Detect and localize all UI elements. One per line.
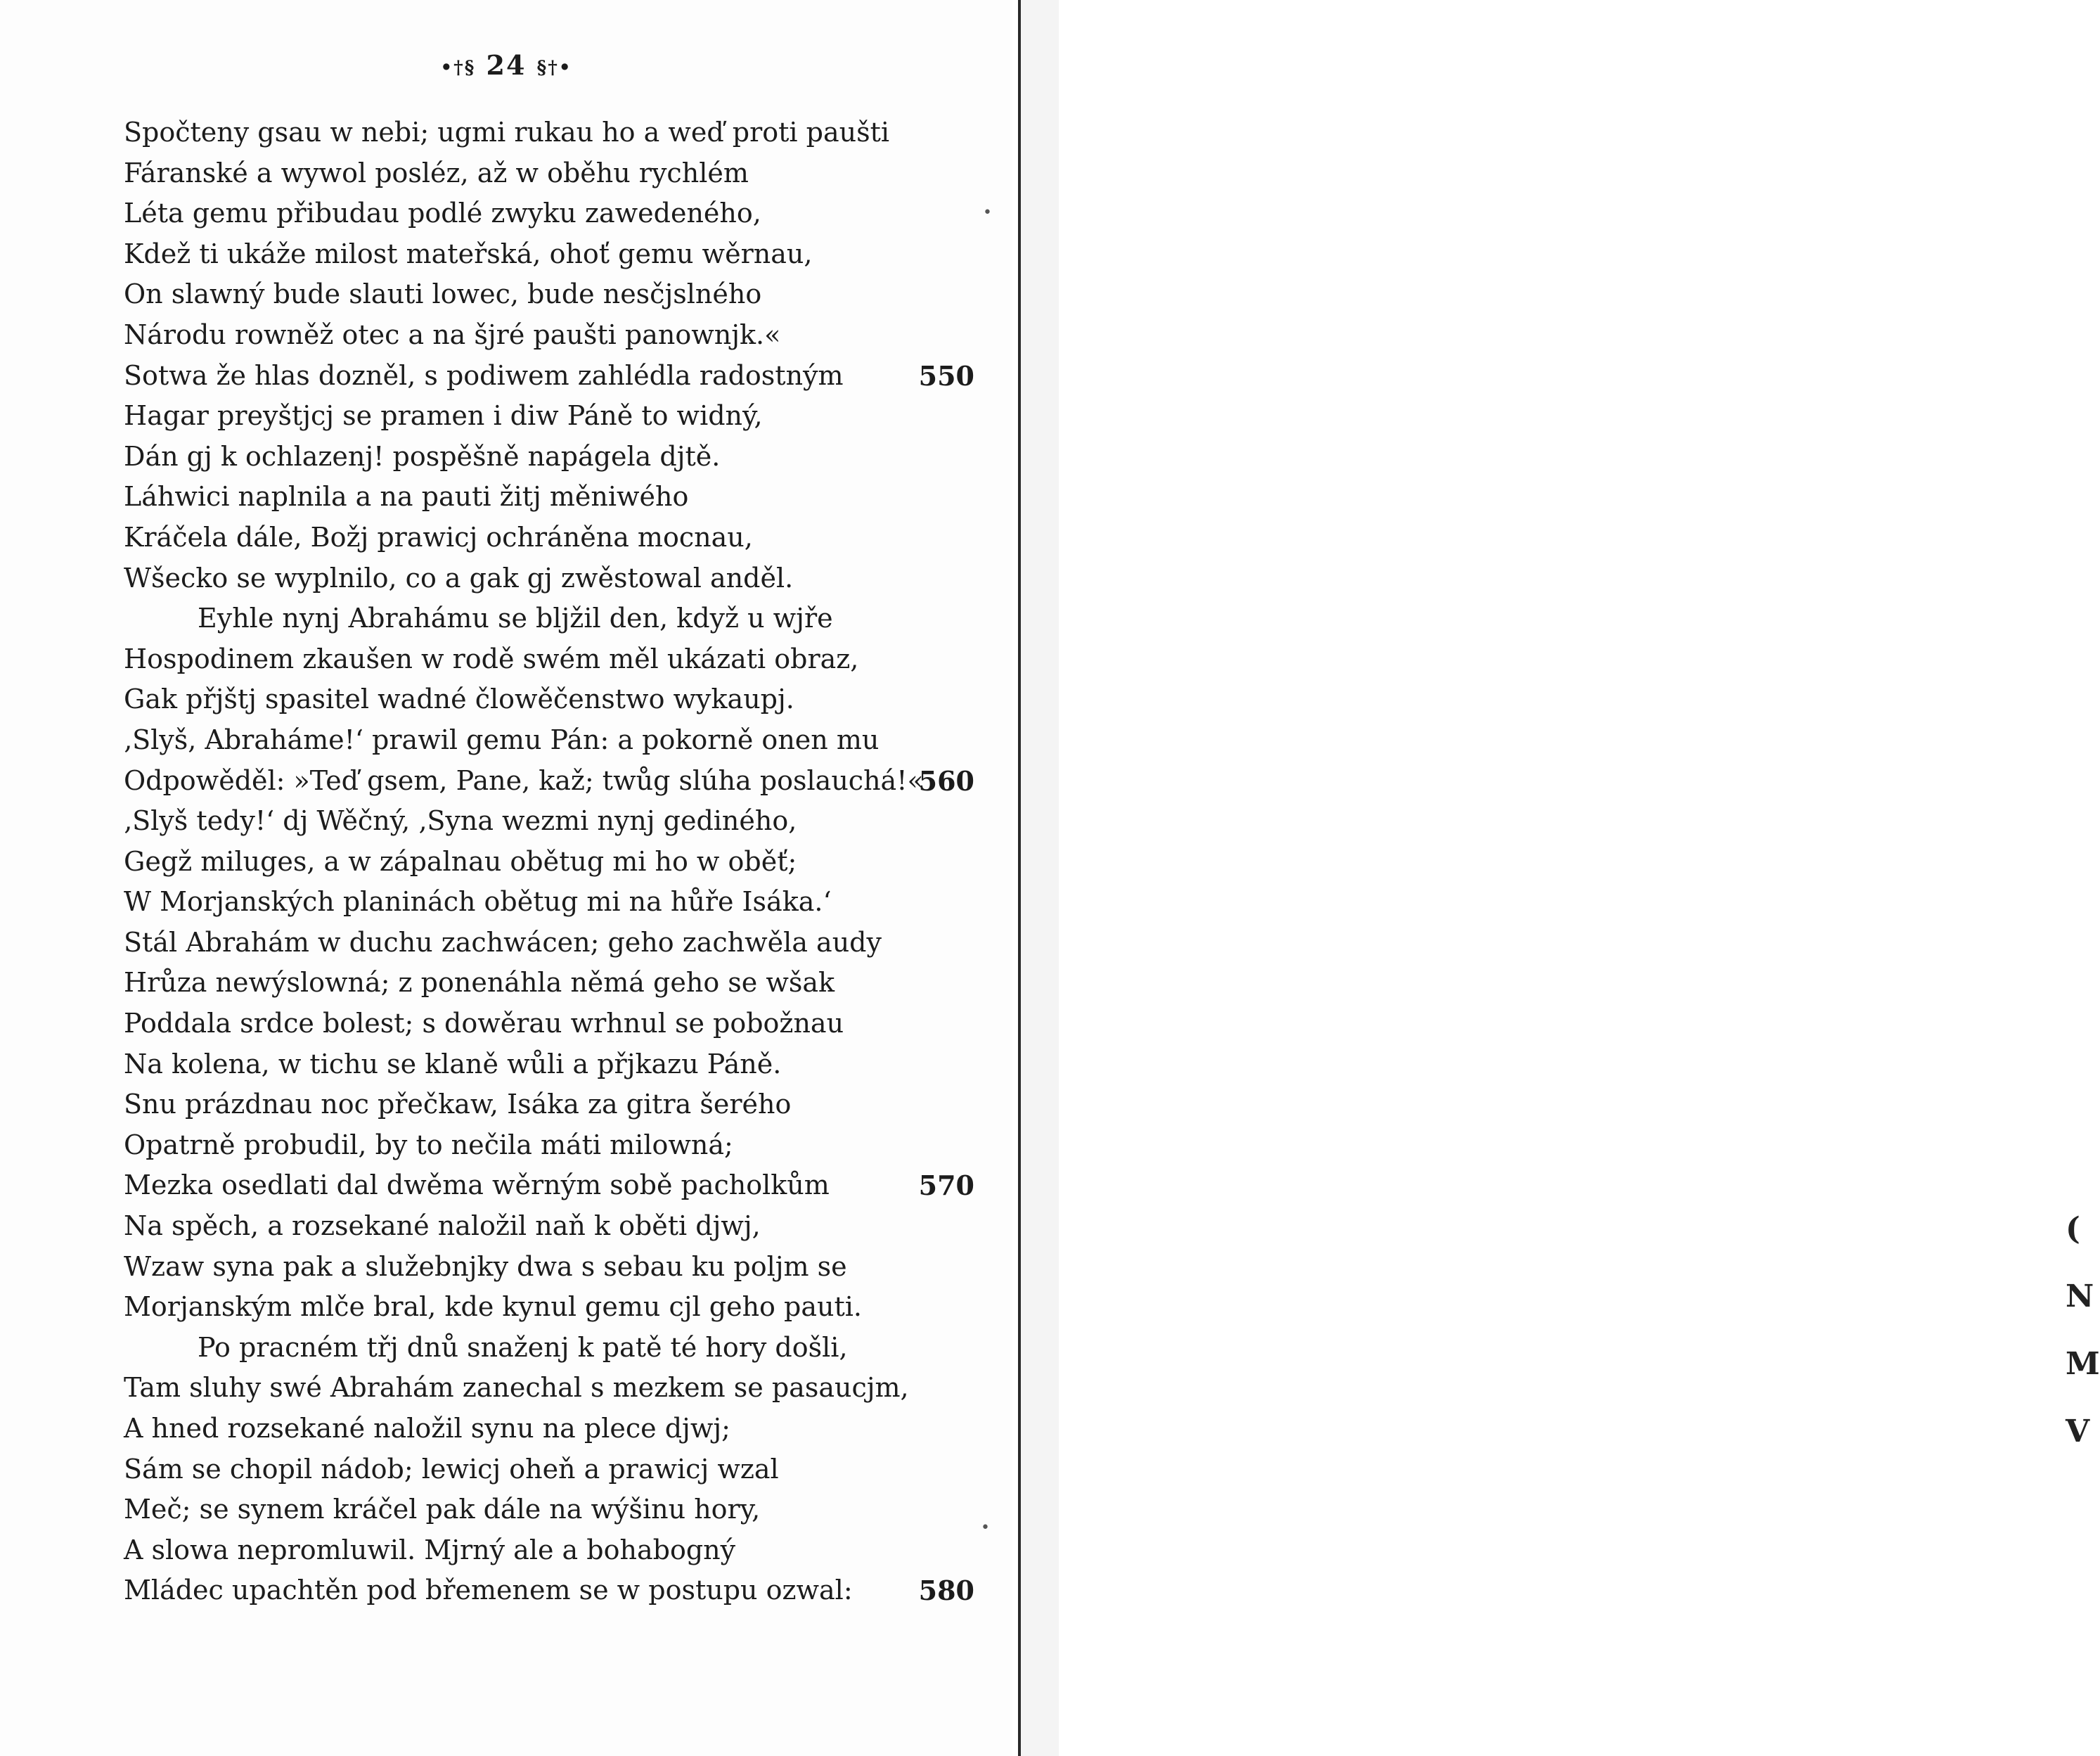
verse-text: Poddala srdce bolest; s dowěrau wrhnul se pobožnau [124,1008,844,1039]
verse-line [124,1044,974,1085]
verse-line [124,1206,974,1247]
verse-line [124,1287,974,1328]
ornament-right: §†• [536,57,572,79]
verse-line [124,963,974,1004]
verse-text: Wzaw syna pak a služebnjky dwa s sebau ku poljm se [124,1250,847,1282]
verse-text: Sám se chopil nádob; lewicj oheň a prawicj wzal [124,1453,779,1485]
edge-glyph: ( [2066,1211,2080,1247]
verse-line [124,1489,974,1530]
verse-text: Dán gj k ochlazenj! pospěšně napágela djtě. [124,440,721,472]
verse-text: ‚Slyš tedy!‘ dj Wěčný, ‚Syna wezmi nynj gediného, [124,805,797,837]
verse-text: Fáranské a wywol posléz, až w oběhu rychlém [124,157,749,188]
verse-text: Léta gemu přibudau podlé zwyku zawedeného, [124,198,761,229]
line-number: 550 [918,359,974,392]
verse-line [124,1165,974,1206]
verse-line [124,518,974,558]
line-number: 560 [918,764,974,797]
verse-text: On slawný bude slauti lowec, bude nesčjslného [124,278,762,310]
verse-line [124,923,974,963]
verse-text: Na kolena, w tichu se klaně wůli a přjkazu Páně. [124,1048,782,1079]
verse-text: Mezka osedlati dal dwěma wěrným sobě pacholkům [124,1169,830,1201]
line-number: 580 [918,1575,974,1607]
page-number: 24 [486,49,527,81]
verse-text: Po pracném třj dnů snaženj k patě té hory došli, [198,1331,848,1363]
verse-text: Spočteny gsau w nebi; ugmi rukau ho a weď proti paušti [124,117,890,148]
verse-line [124,1004,974,1044]
verse-line [124,315,974,356]
adjacent-page-edge [1018,0,2100,1756]
verse-line [124,477,974,518]
verse-text: Hagar preyštjcj se pramen i diw Páně to widný, [124,400,763,432]
verse-text: Národu rowněž otec a na šjré paušti panownjk.« [124,319,781,350]
verse-line [124,356,974,397]
verse-line [124,842,974,883]
verse-line [124,1530,974,1571]
verse-text: Snu prázdnau noc přečkaw, Isáka za gitra šerého [124,1089,792,1120]
verse-text: Meč; se synem kráčel pak dále na wýšinu hory, [124,1494,761,1525]
verse-line [124,801,974,842]
verse-text: Eyhle nynj Abrahámu se bljžil den, když u wjře [198,603,833,634]
line-number: 570 [918,1169,974,1202]
verse-line [124,1409,974,1449]
verse-text: A slowa nepromluwil. Mjrný ale a bohabogný [124,1534,736,1565]
verse-line [124,598,974,639]
verse-text: Hospodinem zkaušen w rodě swém měl ukázati obraz, [124,643,859,674]
verse-text: Tam sluhy swé Abrahám zanechal s mezkem se pasaucjm, [124,1372,909,1404]
adjacent-page-glyphs [2066,1196,2100,1466]
ornament-left: •†§ [440,57,476,79]
book-page [0,0,1012,1756]
verse-line [124,437,974,478]
verse-line [124,679,974,720]
verse-text: Sotwa že hlas dozněl, s podiwem zahlédla radostným [124,359,844,391]
verse-text: Na spěch, a rozsekané naložil naň k oběti djwj, [124,1210,761,1242]
verse-line [124,1084,974,1125]
verse-text: Kráčela dále, Božj prawicj ochráněna mocnau, [124,521,753,553]
verse-line [124,558,974,599]
verse-text: Mládec upachtěn pod břemenem se w postupu ozwal: [124,1575,853,1606]
verse-text: Opatrně probudil, by to nečila máti milowná; [124,1129,733,1160]
verse-text: Láhwici naplnila a na pauti žitj měniwého [124,481,689,513]
verse-line [124,234,974,275]
verse-text: ‚Slyš, Abraháme!‘ prawil gemu Pán: a pokorně onen mu [124,724,880,755]
verse-line [124,396,974,437]
edge-glyph: V [2066,1414,2090,1449]
verse-line [124,1247,974,1288]
verse-line [124,720,974,761]
speck: • [983,204,992,222]
verse-line [124,639,974,680]
verse-text: Hrůza newýslowná; z ponenáhla němá geho se wšak [124,967,835,999]
verse-line [124,1449,974,1490]
verse-line [124,153,974,194]
verse-text: A hned rozsekané naložil synu na plece djwj; [124,1413,730,1444]
verse-line [124,1368,974,1409]
verse-line [124,1328,974,1369]
verse-text: Gak přjštj spasitel wadné člowěčenstwo wykaupj. [124,684,794,715]
verse-text: Kdež ti ukáže milost mateřská, ohoť gemu wěrnau, [124,238,813,269]
speck: • [981,1519,990,1537]
verse-line [124,882,974,923]
verse-text: W Morjanských planinách obětug mi na hůře Isáka.‘ [124,886,832,918]
verse-line [124,1125,974,1166]
page-header [0,49,1012,81]
edge-glyph: M [2066,1346,2100,1382]
verse-text: Morjanským mlče bral, kde kynul gemu cjl geho pauti. [124,1291,862,1323]
verse-line [124,1570,974,1611]
verse-text: Stál Abrahám w duchu zachwácen; geho zachwěla audy [124,926,882,958]
verse-text: Wšecko se wyplnilo, co a gak gj zwěstowal anděl. [124,562,794,594]
verse-line [124,274,974,315]
verse-text: Odpowěděl: »Teď gsem, Pane, kaž; twůg slúha poslauchá!« [124,764,924,796]
verse-block [124,113,974,1611]
verse-line [124,761,974,802]
verse-text: Gegž miluges, a w zápalnau obětug mi ho w oběť; [124,845,797,877]
verse-line [124,193,974,234]
edge-glyph: N [2066,1278,2094,1314]
verse-line [124,113,974,153]
